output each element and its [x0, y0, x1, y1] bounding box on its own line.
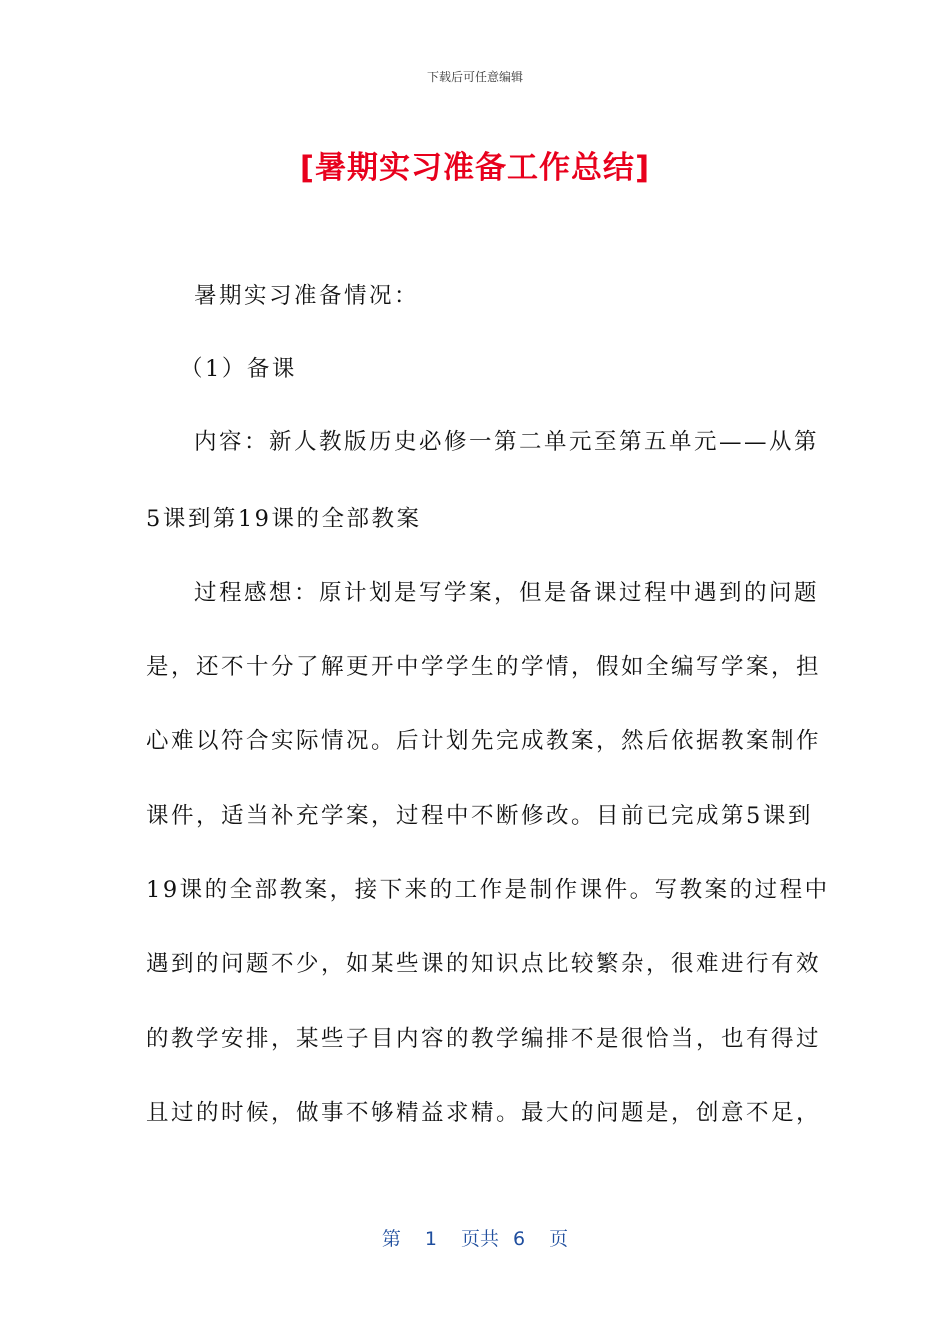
- paragraph-line: 课件，适当补充学案，过程中不断修改。目前已完成第5课到: [146, 803, 813, 829]
- page-footer: [0, 1224, 950, 1251]
- paragraph-line: 5课到第19课的全部教案: [146, 506, 422, 532]
- footer-page-prefix: 第: [381, 1228, 401, 1250]
- paragraph-line: 内容：新人教版历史必修一第二单元至第五单元——从第: [194, 429, 820, 455]
- header-note: 下载后可任意编辑: [426, 70, 523, 84]
- paragraph-line: 暑期实习准备情况：: [194, 283, 420, 309]
- paragraph-line: 的教学安排，某些子目内容的教学编排不是很恰当，也有得过: [146, 1026, 822, 1052]
- footer-page-total: 6: [513, 1228, 526, 1250]
- footer-page-suffix: 页: [549, 1228, 569, 1250]
- paragraph-line: 19课的全部教案，接下来的工作是制作课件。写教案的过程中: [146, 877, 830, 903]
- document-title: [暑期实习准备工作总结]: [299, 150, 651, 186]
- paragraph-line: 且过的时候，做事不够精益求精。最大的问题是，创意不足，: [146, 1100, 822, 1126]
- paragraph-line: 心难以符合实际情况。后计划先完成教案，然后依据教案制作: [146, 728, 822, 754]
- footer-page-current: 1: [424, 1228, 437, 1250]
- paragraph-line: 是，还不十分了解更开中学学生的学情，假如全编写学案，担: [146, 654, 822, 680]
- paragraph-line: 过程感想：原计划是写学案，但是备课过程中遇到的问题: [194, 580, 820, 606]
- footer-page-middle: 页共: [460, 1228, 499, 1250]
- paragraph-line: （1）备课: [180, 356, 297, 382]
- paragraph-line: 遇到的问题不少，如某些课的知识点比较繁杂，很难进行有效: [146, 951, 822, 977]
